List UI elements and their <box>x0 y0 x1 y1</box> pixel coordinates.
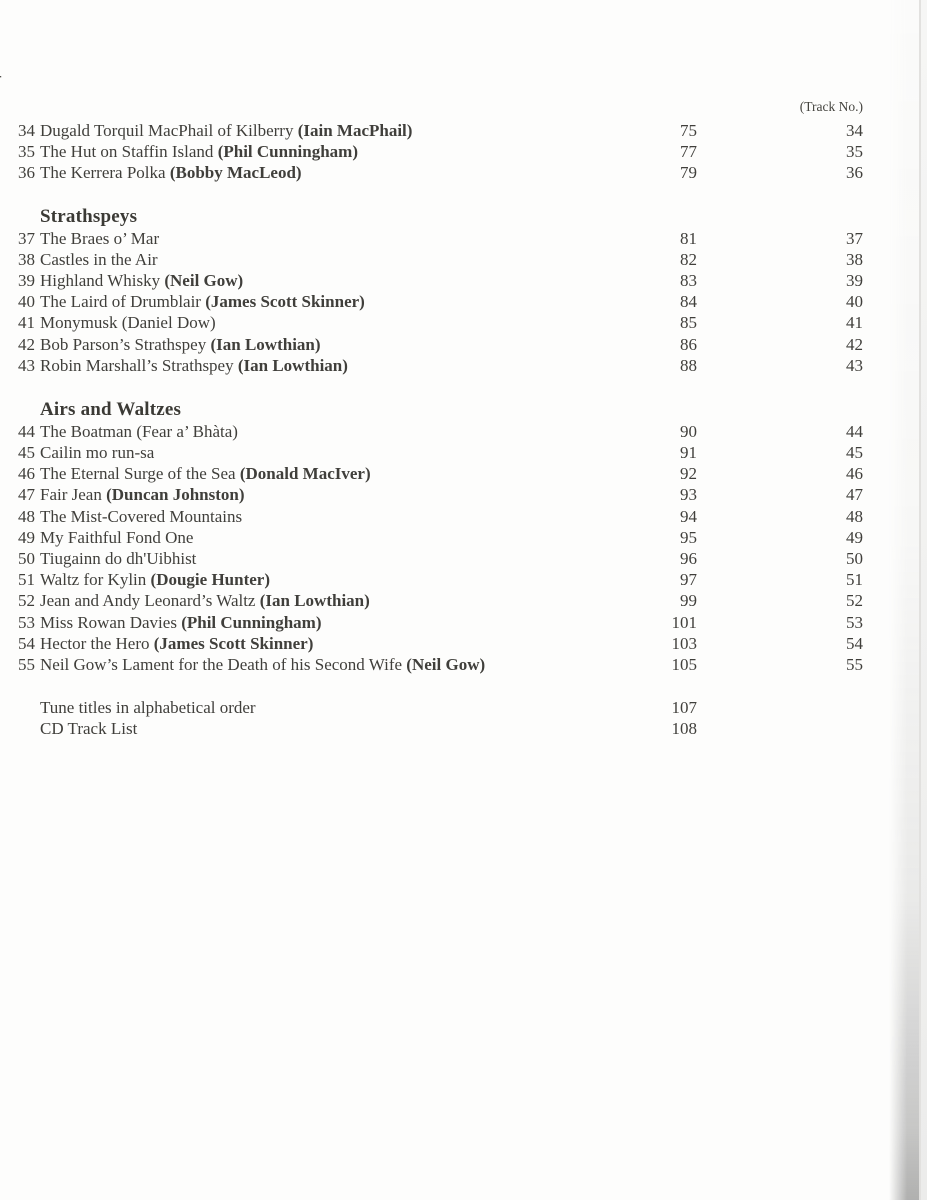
composer-name: (Ian Lowthian) <box>259 591 370 611</box>
track-number: 48 <box>846 506 863 526</box>
page-number: 81 <box>680 228 697 248</box>
tune-title: The Hut on Staffin Island (Phil Cunningham) <box>40 142 358 162</box>
page-number: 99 <box>680 591 697 611</box>
footer-row <box>18 697 863 718</box>
page-number: 88 <box>680 355 697 375</box>
toc-row <box>18 120 863 141</box>
tune-number: 51 <box>18 570 35 590</box>
tune-number: 53 <box>18 612 35 632</box>
tune-title: The Boatman (Fear a’ Bhàta) <box>40 421 238 441</box>
page-number: 83 <box>680 270 697 290</box>
tune-number: 39 <box>18 270 35 290</box>
tune-title: Castles in the Air <box>40 249 158 269</box>
track-number: 39 <box>846 270 863 290</box>
tune-title: My Faithful Fond One <box>40 527 194 547</box>
tune-number: 45 <box>18 443 35 463</box>
toc-row <box>18 355 863 376</box>
toc-row <box>18 484 863 505</box>
page-number: 105 <box>671 654 697 674</box>
composer-name: (Bobby MacLeod) <box>169 163 302 183</box>
track-number: 53 <box>846 612 863 632</box>
track-number <box>697 718 863 739</box>
track-no-label: (Track No.) <box>799 99 863 114</box>
track-number <box>697 697 863 718</box>
page-number: 93 <box>680 485 697 505</box>
composer-name: (Iain MacPhail) <box>297 121 413 140</box>
tune-number: 37 <box>18 228 35 248</box>
footer-row <box>18 718 863 739</box>
composer-name: (Ian Lowthian) <box>237 355 348 375</box>
toc-row <box>18 249 863 270</box>
track-number: 34 <box>846 121 863 140</box>
tune-title: Neil Gow’s Lament for the Death of his Second Wife (Neil Gow) <box>40 654 486 674</box>
track-number: 42 <box>846 334 863 354</box>
toc-row <box>18 162 863 183</box>
toc-content <box>18 98 863 740</box>
composer-name: (Neil Gow) <box>164 270 244 290</box>
track-number: 54 <box>846 633 863 653</box>
section-heading: Airs and Waltzes <box>40 398 182 420</box>
track-number: 55 <box>846 654 863 674</box>
track-number: 40 <box>846 292 863 312</box>
composer-name: (Ian Lowthian) <box>210 334 321 354</box>
tune-number: 55 <box>18 654 35 674</box>
toc-row <box>18 590 863 611</box>
tune-title: Hector the Hero (James Scott Skinner) <box>40 633 314 653</box>
toc-row <box>18 291 863 312</box>
page-number: 75 <box>680 121 697 140</box>
tune-number: 44 <box>18 421 35 441</box>
track-number: 52 <box>846 591 863 611</box>
tune-title: Robin Marshall’s Strathspey (Ian Lowthian) <box>40 355 348 375</box>
page-number: 91 <box>680 443 697 463</box>
track-number: 51 <box>846 570 863 590</box>
page-number: 103 <box>671 633 697 653</box>
toc-row <box>18 141 863 162</box>
tune-title: Dugald Torquil MacPhail of Kilberry (Iain MacPhail) <box>40 121 413 140</box>
toc-row <box>18 421 863 442</box>
tune-number <box>18 718 40 739</box>
tune-title: The Laird of Drumblair (James Scott Skinner) <box>40 292 365 312</box>
page-number: 77 <box>680 142 697 162</box>
tune-title: Miss Rowan Davies (Phil Cunningham) <box>40 612 322 632</box>
tune-title: The Mist-Covered Mountains <box>40 506 243 526</box>
track-number: 46 <box>846 464 863 484</box>
toc-row <box>18 442 863 463</box>
page-number: 82 <box>680 249 697 269</box>
page-number: 101 <box>671 612 697 632</box>
tune-number: 52 <box>18 591 35 611</box>
toc-row <box>18 312 863 333</box>
toc-row <box>18 548 863 569</box>
page-number: 85 <box>680 313 697 333</box>
tune-title: Jean and Andy Leonard’s Waltz (Ian Lowthian) <box>40 591 370 611</box>
tune-number: 48 <box>18 506 35 526</box>
tune-number: 43 <box>18 355 35 375</box>
tune-title: The Braes o’ Mar <box>40 228 160 248</box>
page-number: 95 <box>680 527 697 547</box>
tune-number: 42 <box>18 334 35 354</box>
track-number: 43 <box>846 355 863 375</box>
tune-number <box>18 697 40 718</box>
track-no-column-header <box>18 98 863 120</box>
track-number: 37 <box>846 228 863 248</box>
tune-number: 50 <box>18 549 35 568</box>
scan-edge-strip <box>921 0 927 1200</box>
page-number: 107 <box>671 698 697 718</box>
tune-title: Cailin mo run-sa <box>40 443 155 463</box>
composer-name: (Neil Gow) <box>406 654 486 674</box>
tune-number: 38 <box>18 249 35 269</box>
tune-title: The Eternal Surge of the Sea (Donald MacIver) <box>40 464 371 484</box>
toc-row <box>18 612 863 633</box>
page-number: 79 <box>680 163 697 183</box>
footer-label: Tune titles in alphabetical order <box>40 698 256 718</box>
page-corner-digit <box>0 62 9 87</box>
tune-title: Tiugainn do dh'Uibhist <box>40 549 197 568</box>
track-number: 45 <box>846 443 863 463</box>
composer-name: (Dougie Hunter) <box>150 570 270 590</box>
page-number: 92 <box>680 464 697 484</box>
tune-title: Highland Whisky (Neil Gow) <box>40 270 244 290</box>
tune-number: 40 <box>18 292 35 312</box>
page-number: 97 <box>680 570 697 590</box>
toc-row <box>18 228 863 249</box>
tune-number: 46 <box>18 464 35 484</box>
toc-row <box>18 463 863 484</box>
track-number: 36 <box>846 163 863 183</box>
section-heading: Strathspeys <box>40 205 138 227</box>
tune-title: Bob Parson’s Strathspey (Ian Lowthian) <box>40 334 321 354</box>
page-number: 90 <box>680 421 697 441</box>
page-number: 86 <box>680 334 697 354</box>
page-number: 94 <box>680 506 697 526</box>
track-number: 49 <box>846 527 863 547</box>
tune-title: Waltz for Kylin (Dougie Hunter) <box>40 570 270 590</box>
track-number: 35 <box>846 142 863 162</box>
composer-name: (James Scott Skinner) <box>205 292 365 312</box>
toc-row <box>18 334 863 355</box>
tune-number: 47 <box>18 485 35 505</box>
track-number: 41 <box>846 313 863 333</box>
tune-number: 34 <box>18 121 35 140</box>
page-number: 96 <box>680 549 697 568</box>
toc-row <box>18 527 863 548</box>
page-number: 84 <box>680 292 697 312</box>
track-number: 38 <box>846 249 863 269</box>
book-spine-shadow <box>889 0 919 1200</box>
composer-name: (Duncan Johnston) <box>106 485 245 505</box>
toc-row <box>18 654 863 675</box>
toc-row <box>18 270 863 291</box>
tune-number: 49 <box>18 527 35 547</box>
track-number: 44 <box>846 421 863 441</box>
tune-title: The Kerrera Polka (Bobby MacLeod) <box>40 163 302 183</box>
tune-number: 36 <box>18 163 35 183</box>
tune-number: 41 <box>18 313 35 333</box>
track-number: 50 <box>846 549 863 568</box>
track-number: 47 <box>846 485 863 505</box>
page-number: 108 <box>671 719 697 739</box>
composer-name: (James Scott Skinner) <box>153 633 314 653</box>
toc-row <box>18 569 863 590</box>
composer-name: (Phil Cunningham) <box>181 612 322 632</box>
composer-name: (Donald MacIver) <box>239 464 371 484</box>
page-corner-number <box>0 62 9 89</box>
toc-row <box>18 633 863 654</box>
toc-rows <box>18 120 863 740</box>
section-gap <box>18 675 863 697</box>
tune-title: Monymusk (Daniel Dow) <box>40 313 216 333</box>
composer-name: (Fear a’ Bhàta) <box>136 421 238 441</box>
composer-name: (Phil Cunningham) <box>217 142 358 162</box>
tune-number: 54 <box>18 633 35 653</box>
composer-name: (Daniel Dow) <box>121 313 216 333</box>
tune-title: Fair Jean (Duncan Johnston) <box>40 485 245 505</box>
footer-label: CD Track List <box>40 719 138 739</box>
toc-row <box>18 506 863 527</box>
tune-number: 35 <box>18 142 35 162</box>
